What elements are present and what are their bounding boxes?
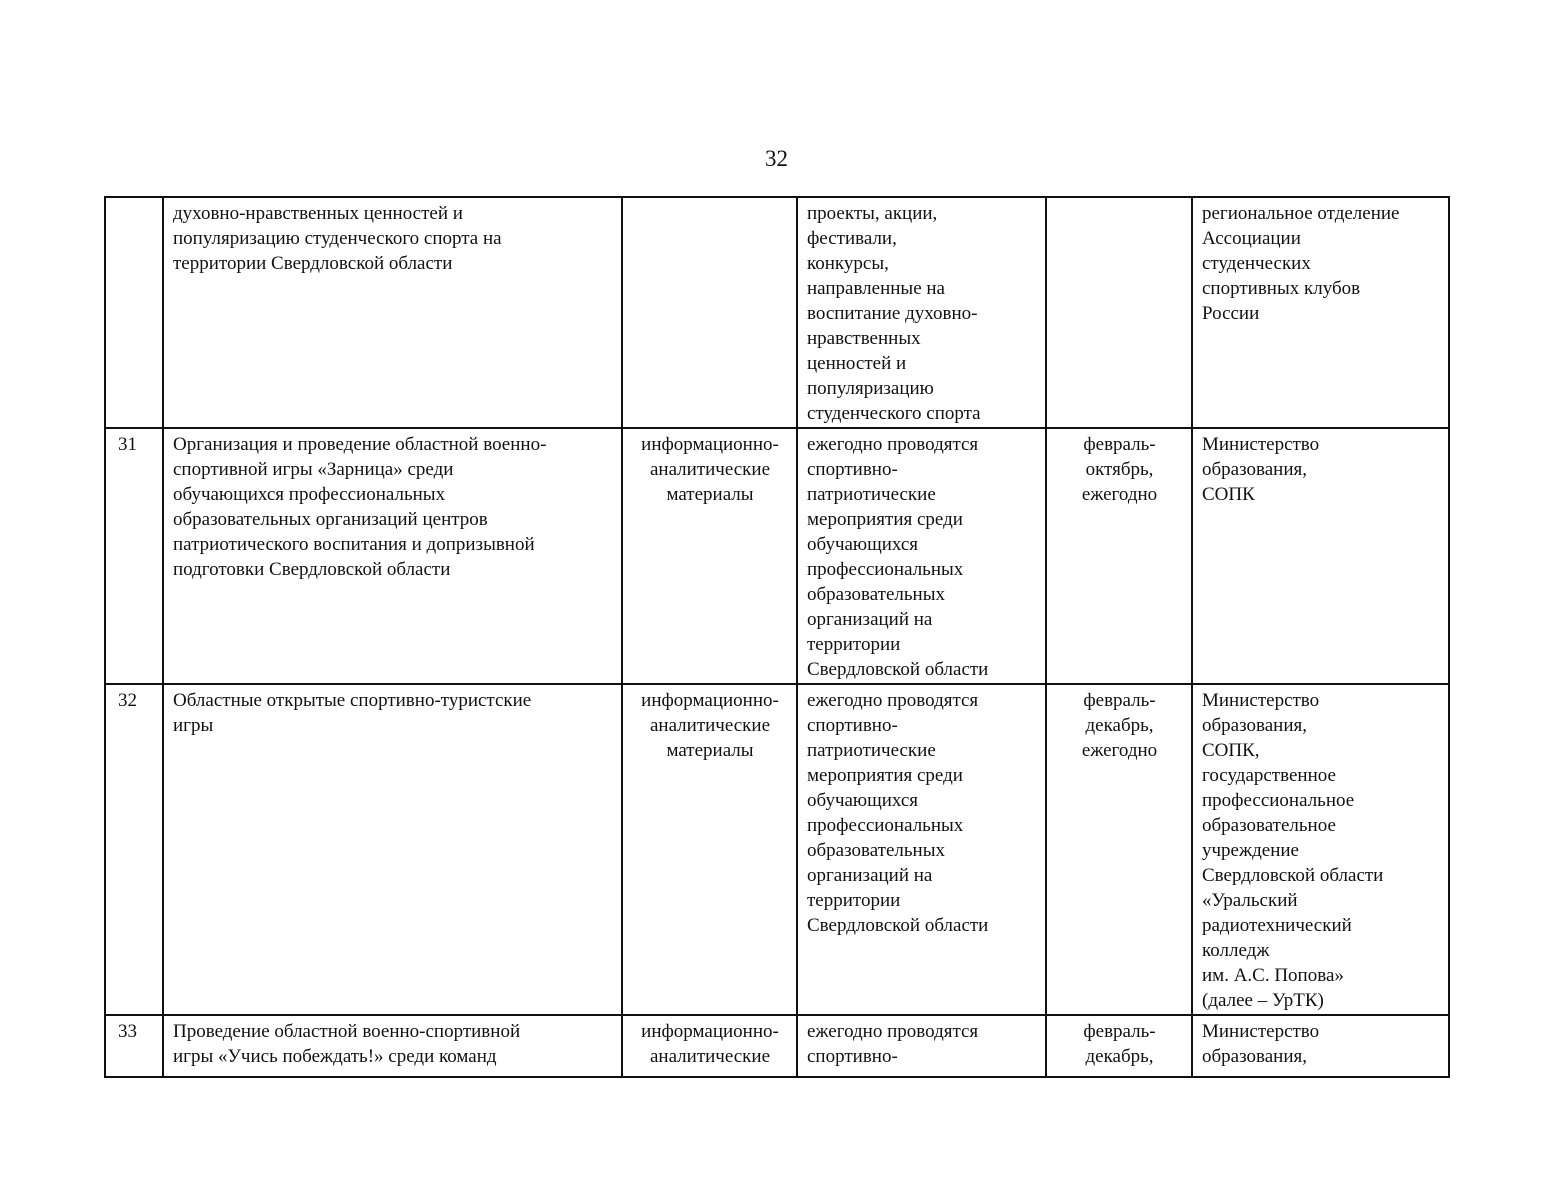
report-form-cell: информационно- аналитические материалы <box>622 428 797 684</box>
event-name-cell: Организация и проведение областной военно- спортивной игры «Зарница» среди обучающихся профессиональных образовательных организаций центров патриотического воспитания и допризывной подготовки Свердловской области <box>163 428 622 684</box>
report-form-cell: информационно- аналитические материалы <box>622 684 797 1015</box>
expected-result-cell: ежегодно проводятся спортивно- патриотические мероприятия среди обучающихся профессиональных образовательных организаций на территории Свердловской области <box>797 428 1046 684</box>
table-row <box>105 197 1449 428</box>
expected-result-cell: ежегодно проводятся спортивно- <box>797 1015 1046 1077</box>
responsible-cell: региональное отделение Ассоциации студенческих спортивных клубов России <box>1192 197 1449 428</box>
table-row <box>105 1015 1449 1077</box>
event-name-cell: Проведение областной военно-спортивной игры «Учись побеждать!» среди команд <box>163 1015 622 1077</box>
report-form-cell <box>622 197 797 428</box>
deadline-cell: февраль- декабрь, <box>1046 1015 1192 1077</box>
table-row <box>105 428 1449 684</box>
table-row <box>105 684 1449 1015</box>
page-number: 32 <box>765 146 788 171</box>
deadline-cell: февраль- декабрь, ежегодно <box>1046 684 1192 1015</box>
report-form-cell: информационно- аналитические <box>622 1015 797 1077</box>
deadline-cell <box>1046 197 1192 428</box>
events-table <box>104 196 1450 1078</box>
row-number-cell: 33 <box>105 1015 163 1077</box>
responsible-cell: Министерство образования, <box>1192 1015 1449 1077</box>
expected-result-cell: ежегодно проводятся спортивно- патриотические мероприятия среди обучающихся профессиональных образовательных организаций на территории Свердловской области <box>797 684 1046 1015</box>
row-number-cell: 32 <box>105 684 163 1015</box>
deadline-cell: февраль- октябрь, ежегодно <box>1046 428 1192 684</box>
expected-result-cell: проекты, акции, фестивали, конкурсы, направленные на воспитание духовно- нравственных ценностей и популяризацию студенческого спорта <box>797 197 1046 428</box>
responsible-cell: Министерство образования, СОПК, государственное профессиональное образовательное учреждение Свердловской области «Уральский радиотехнический колледж им. А.С. Попова» (далее – УрТК) <box>1192 684 1449 1015</box>
event-name-cell: духовно-нравственных ценностей и популяризацию студенческого спорта на территории Свердловской области <box>163 197 622 428</box>
row-number-cell: 31 <box>105 428 163 684</box>
responsible-cell: Министерство образования, СОПК <box>1192 428 1449 684</box>
event-name-cell: Областные открытые спортивно-туристские игры <box>163 684 622 1015</box>
row-number-cell <box>105 197 163 428</box>
